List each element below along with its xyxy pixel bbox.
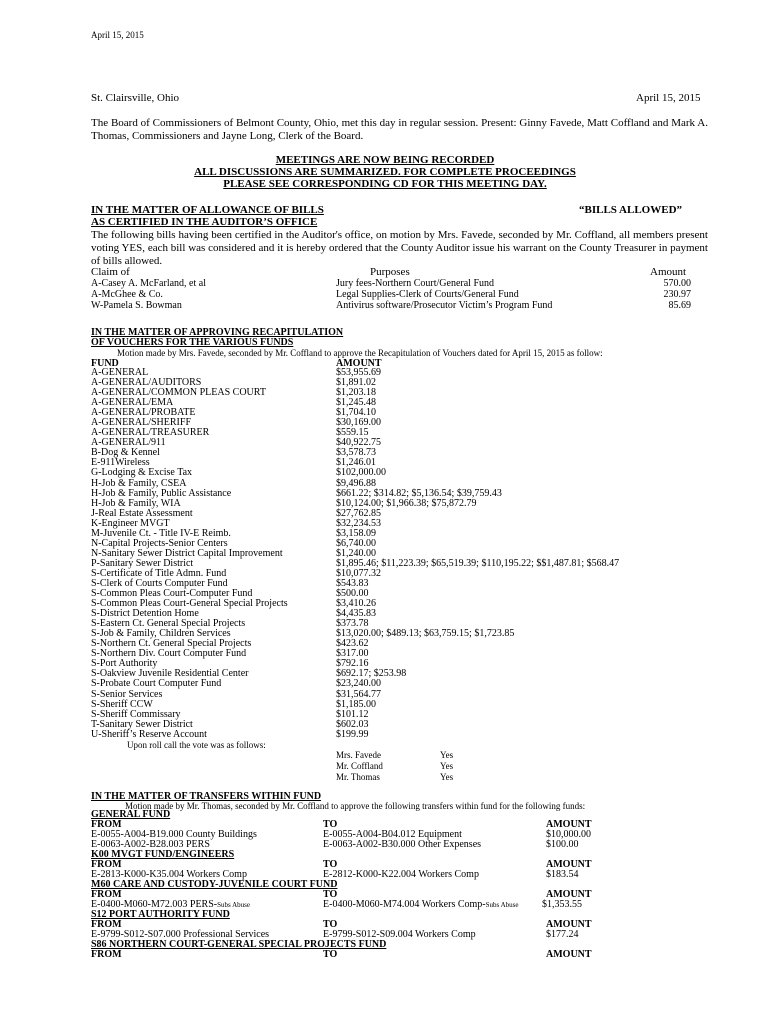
recap-fund: H-Job & Family, WIA xyxy=(91,497,181,509)
recap-fund: A-GENERAL/EMA xyxy=(91,397,174,409)
transfer-amount: $183.54 xyxy=(546,869,579,880)
running-header-date: April 15, 2015 xyxy=(91,30,144,40)
bills-subheading: AS CERTIFIED IN THE AUDITOR’S OFFICE xyxy=(91,216,318,228)
recap-amount: $1,704.10 xyxy=(336,407,376,419)
transfer-to: E-0055-A004-B04.012 Equipment xyxy=(323,829,462,840)
bills-table xyxy=(91,278,691,311)
recap-fund: J-Real Estate Assessment xyxy=(91,507,193,519)
recap-amount: $1,240.00 xyxy=(336,547,376,559)
vote-row xyxy=(336,772,476,783)
transfer-to: E-2812-K000-K22.004 Workers Comp xyxy=(323,869,479,880)
recap-amount: $102,000.00 xyxy=(336,467,386,479)
bills-col-claim: Claim of xyxy=(91,266,130,278)
transfer-to: E-0063-A002-B30.000 Other Expenses xyxy=(323,839,482,850)
recap-fund: U-Sheriff’s Reserve Account xyxy=(91,728,207,740)
transfer-group-heading xyxy=(91,940,711,950)
bill-row xyxy=(91,289,691,300)
transfer-group-heading xyxy=(91,880,711,890)
transfer-col-from: FROM xyxy=(91,889,122,900)
recap-table xyxy=(91,368,711,740)
recap-amount: $31,564.77 xyxy=(336,688,381,700)
recap-fund: S-Common Pleas Court-General Special Projects xyxy=(91,598,288,610)
recap-amount: $40,922.75 xyxy=(336,437,381,449)
transfer-col-from: FROM xyxy=(91,949,122,960)
bill-amount: 570.00 xyxy=(663,278,691,289)
transfer-amount: $10,000.00 xyxy=(546,829,591,840)
recap-fund: S-Eastern Ct. General Special Projects xyxy=(91,618,246,630)
recap-fund: A-GENERAL/AUDITORS xyxy=(91,377,202,389)
vote-name: Mr. Coffland xyxy=(336,761,383,771)
recap-fund: S-Sheriff Commissary xyxy=(91,708,181,720)
transfer-amount: $1,353.55 xyxy=(542,899,582,910)
recap-fund: S-Northern Ct. General Special Projects xyxy=(91,638,252,650)
transfer-group-heading xyxy=(91,850,711,860)
recap-amount: $792.16 xyxy=(336,658,369,670)
transfer-col-amount: AMOUNT xyxy=(546,859,592,870)
recap-amount: $10,077.32 xyxy=(336,567,381,579)
transfer-from: E-0063-A002-B28.003 PERS xyxy=(91,839,210,850)
recap-amount: $423.62 xyxy=(336,638,369,650)
recap-fund: N-Capital Projects-Senior Centers xyxy=(91,537,228,549)
recap-subheading: OF VOUCHERS FOR THE VARIOUS FUNDS xyxy=(91,337,294,348)
recap-fund: N-Sanitary Sewer District Capital Improvement xyxy=(91,547,283,559)
transfer-col-from: FROM xyxy=(91,819,122,830)
transfer-to-text: E-0400-M060-M74.004 Workers Comp- xyxy=(323,899,486,910)
recap-amount: $317.00 xyxy=(336,648,369,660)
recap-fund: A-GENERAL/911 xyxy=(91,437,166,449)
bills-col-purposes: Purposes xyxy=(370,266,410,278)
recap-fund: S-Common Pleas Court-Computer Fund xyxy=(91,588,253,600)
transfer-col-amount: AMOUNT xyxy=(546,919,592,930)
recap-fund: A-GENERAL/TREASURER xyxy=(91,427,210,439)
transfer-col-from: FROM xyxy=(91,859,122,870)
recap-fund: S-Probate Court Computer Fund xyxy=(91,678,222,690)
recap-amount: $9,496.88 xyxy=(336,477,376,489)
bill-purpose: Jury fees-Northern Court/General Fund xyxy=(336,278,495,289)
recap-fund: A-GENERAL/SHERIFF xyxy=(91,417,192,429)
recap-amount: $1,246.01 xyxy=(336,457,376,469)
bill-claim: W-Pamela S. Bowman xyxy=(91,300,182,311)
transfer-from-text: E-0400-M060-M72.003 PERS- xyxy=(91,899,218,910)
transfer-col-to: TO xyxy=(323,949,338,960)
recap-row xyxy=(91,679,711,689)
vote-value: Yes xyxy=(440,772,454,782)
vote-row xyxy=(336,750,476,761)
notice-line-3: PLEASE SEE CORRESPONDING CD FOR THIS MEETING DAY. xyxy=(223,178,547,190)
recap-amount: $199.99 xyxy=(336,728,369,740)
transfer-amount: $100.00 xyxy=(546,839,579,850)
recap-row xyxy=(91,730,711,740)
recap-fund: E-911Wireless xyxy=(91,457,150,469)
recap-fund: A-GENERAL/PROBATE xyxy=(91,407,196,419)
transfers-motion: Motion made by Mr. Thomas, seconded by Mr. Coffland to approve the following transfers within fund for the following funds: xyxy=(125,801,586,811)
recap-fund: H-Job & Family, Public Assistance xyxy=(91,487,232,499)
transfer-group-heading xyxy=(91,910,711,920)
recap-amount: $3,410.26 xyxy=(336,598,376,610)
bill-row xyxy=(91,278,691,289)
vote-name: Mr. Thomas xyxy=(336,772,380,782)
recap-amount: $559.15 xyxy=(336,427,369,439)
recap-fund: P-Sanitary Sewer District xyxy=(91,557,194,569)
transfer-to xyxy=(323,900,518,910)
transfer-group-title: GENERAL FUND xyxy=(91,809,171,820)
transfer-to-note: Subs Abuse xyxy=(485,901,519,909)
recap-fund: S-Northern Div. Court Computer Fund xyxy=(91,648,247,660)
recap-fund: S-Sheriff CCW xyxy=(91,698,153,710)
recap-row xyxy=(91,700,711,710)
recap-row xyxy=(91,448,711,458)
recap-fund: M-Juvenile Ct. - Title IV-E Reimb. xyxy=(91,527,231,539)
transfer-group-title: S12 PORT AUTHORITY FUND xyxy=(91,909,230,920)
transfer-from: E-2813-K000-K35.004 Workers Comp xyxy=(91,869,247,880)
recap-amount: $1,895.46; $11,223.39; $65,519.39; $110,195.22; $$1,487.81; $568.47 xyxy=(336,557,620,569)
recap-fund: S-Job & Family, Children Services xyxy=(91,628,231,640)
recap-motion: Motion made by Mrs. Favede, seconded by Mr. Coffland to approve the Recapitulation of Vouchers dated for April 15, 2015 as follow: xyxy=(117,348,603,358)
vote-value: Yes xyxy=(440,750,454,760)
transfer-col-to: TO xyxy=(323,889,338,900)
recap-fund: A-GENERAL xyxy=(91,367,149,378)
recap-amount: $101.12 xyxy=(336,708,369,720)
bill-claim: A-Casey A. McFarland, et al xyxy=(91,278,206,289)
recap-amount: $692.17; $253.98 xyxy=(336,668,407,680)
recap-col-fund: FUND xyxy=(91,358,119,369)
recap-fund: T-Sanitary Sewer District xyxy=(91,718,193,730)
recap-amount: $602.03 xyxy=(336,718,369,730)
recap-col-amount: AMOUNT xyxy=(336,358,382,369)
transfer-col-amount: AMOUNT xyxy=(546,819,592,830)
recap-amount: $3,158.09 xyxy=(336,527,376,539)
recap-amount: $1,245.48 xyxy=(336,397,376,409)
vote-table xyxy=(336,750,476,783)
recap-amount: $373.78 xyxy=(336,618,369,630)
transfer-column-headers xyxy=(91,950,711,960)
recap-row xyxy=(91,649,711,659)
recap-amount: $543.83 xyxy=(336,577,369,589)
rollcall-text: Upon roll call the vote was as follows: xyxy=(127,740,266,750)
recap-amount: $661.22; $314.82; $5,136.54; $39,759.43 xyxy=(336,487,502,499)
transfer-col-to: TO xyxy=(323,919,338,930)
recap-fund: S-District Detention Home xyxy=(91,608,199,620)
notice-line-2: ALL DISCUSSIONS ARE SUMMARIZED. FOR COMPLETE PROCEEDINGS xyxy=(194,166,576,178)
recap-row xyxy=(91,438,711,448)
transfers-heading: IN THE MATTER OF TRANSFERS WITHIN FUND xyxy=(91,791,322,802)
transfer-col-amount: AMOUNT xyxy=(546,889,592,900)
bills-allowed-label: “BILLS ALLOWED” xyxy=(579,204,683,216)
recap-heading: IN THE MATTER OF APPROVING RECAPITULATION xyxy=(91,327,344,338)
recap-amount: $53,955.69 xyxy=(336,367,381,378)
recap-fund: S-Oakview Juvenile Residential Center xyxy=(91,668,249,680)
bill-purpose: Antivirus software/Prosecutor Victim’s Program Fund xyxy=(336,300,553,311)
bills-paragraph: The following bills having been certified in the Auditor's office, on motion by Mrs. Favede, seconded by Mr. Coffland, all members present voting YES, each bill was considered and it is hereby ordered that the County Auditor issue his warrant on the County Treasurer in payment of bills allowed. xyxy=(91,229,708,267)
transfer-col-from: FROM xyxy=(91,919,122,930)
recap-fund: H-Job & Family, CSEA xyxy=(91,477,187,489)
recap-fund: A-GENERAL/COMMON PLEAS COURT xyxy=(91,387,266,399)
bill-amount: 230.97 xyxy=(663,289,691,300)
recap-amount: $3,578.73 xyxy=(336,447,376,459)
bill-row xyxy=(91,300,691,311)
notice-line-1: MEETINGS ARE NOW BEING RECORDED xyxy=(275,154,495,166)
recap-amount: $1,203.18 xyxy=(336,387,376,399)
transfer-from: E-0055-A004-B19.000 County Buildings xyxy=(91,829,257,840)
recap-amount: $30,169.00 xyxy=(336,417,381,429)
transfer-group-title: K00 MVGT FUND/ENGINEERS xyxy=(91,849,235,860)
vote-value: Yes xyxy=(440,761,454,771)
recap-fund: S-Clerk of Courts Computer Fund xyxy=(91,577,228,589)
transfer-from: E-9799-S012-S07.000 Professional Services xyxy=(91,929,270,940)
recap-row xyxy=(91,388,711,398)
recap-fund: K-Engineer MVGT xyxy=(91,517,170,529)
transfer-amount: $177.24 xyxy=(546,929,579,940)
intro-paragraph: The Board of Commissioners of Belmont County, Ohio, met this day in regular session. Present: Ginny Favede, Matt Coffland and Mark A. Thomas, Commissioners and Jayne Long, Clerk of the Board. xyxy=(91,117,708,142)
bill-purpose: Legal Supplies-Clerk of Courts/General Fund xyxy=(336,289,519,300)
recap-fund: B-Dog & Kennel xyxy=(91,447,160,459)
transfer-col-to: TO xyxy=(323,819,338,830)
dateline-place: St. Clairsville, Ohio xyxy=(91,92,179,104)
recap-fund: S-Senior Services xyxy=(91,688,163,700)
recap-amount: $4,435.83 xyxy=(336,608,376,620)
vote-name: Mrs. Favede xyxy=(336,750,381,760)
recap-amount: $13,020.00; $489.13; $63,759.15; $1,723.85 xyxy=(336,628,515,640)
vote-row xyxy=(336,761,476,772)
recap-amount: $500.00 xyxy=(336,588,369,600)
recap-fund: G-Lodging & Excise Tax xyxy=(91,467,193,479)
transfer-col-to: TO xyxy=(323,859,338,870)
recap-row xyxy=(91,690,711,700)
bills-col-amount: Amount xyxy=(650,266,687,278)
transfer-group-heading xyxy=(91,810,711,820)
transfer-to: E-9799-S012-S09.004 Workers Comp xyxy=(323,929,476,940)
recap-fund: S-Port Authority xyxy=(91,658,158,670)
recap-amount: $10,124.00; $1,966.38; $75,872.79 xyxy=(336,497,477,509)
recap-row xyxy=(91,509,711,519)
transfer-group-title: S86 NORTHERN COURT-GENERAL SPECIAL PROJECTS FUND xyxy=(91,939,387,950)
transfer-group-title: M60 CARE AND CUSTODY-JUVENILE COURT FUND xyxy=(91,879,338,890)
recap-amount: $1,185.00 xyxy=(336,698,376,710)
recap-amount: $23,240.00 xyxy=(336,678,381,690)
bills-heading: IN THE MATTER OF ALLOWANCE OF BILLS xyxy=(91,204,324,216)
transfer-from-note: Subs Abuse xyxy=(217,901,250,909)
recap-fund: S-Certificate of Title Admn. Fund xyxy=(91,567,227,579)
bill-amount: 85.69 xyxy=(668,300,691,311)
dateline-date: April 15, 2015 xyxy=(636,92,701,104)
recap-row xyxy=(91,468,711,478)
recap-row xyxy=(91,428,711,438)
recap-amount: $1,891.02 xyxy=(336,377,376,389)
transfer-col-amount: AMOUNT xyxy=(546,949,592,960)
recap-amount: $27,762.85 xyxy=(336,507,381,519)
bill-claim: A-McGhee & Co. xyxy=(91,289,163,300)
recap-amount: $32,234.53 xyxy=(336,517,381,529)
recap-amount: $6,740.00 xyxy=(336,537,376,549)
